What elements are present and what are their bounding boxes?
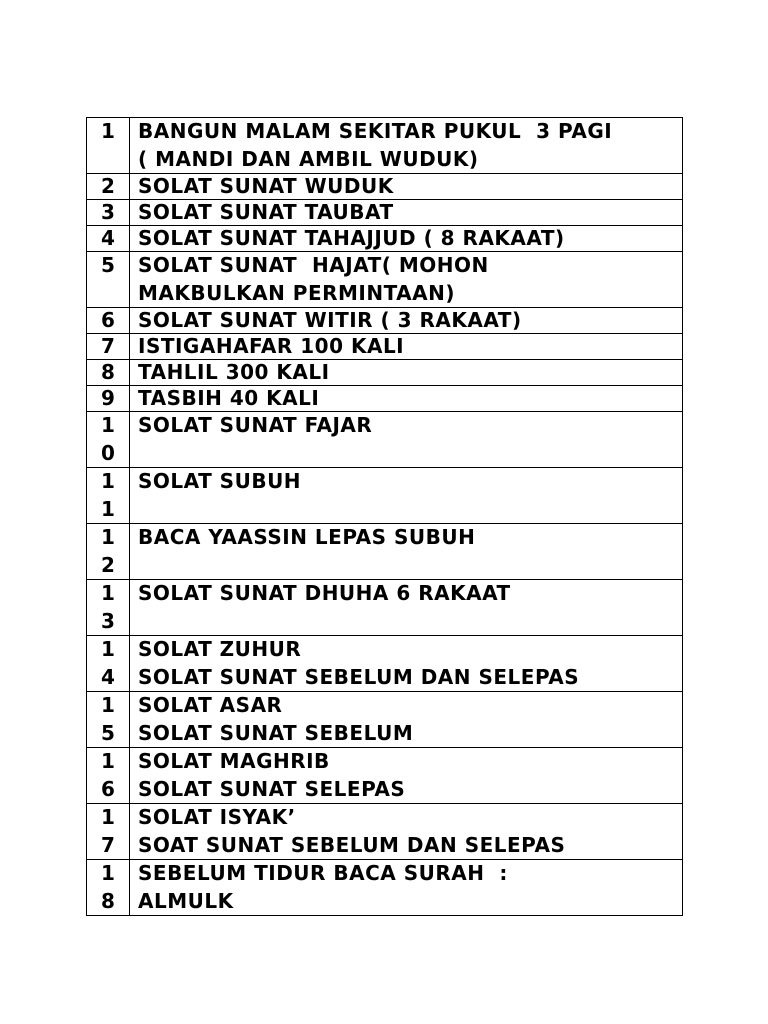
row-text-cell: [130, 252, 683, 308]
row-text-line: SOLAT SUNAT WUDUK: [138, 174, 394, 198]
table-row: [87, 860, 683, 916]
row-number: 10: [101, 413, 116, 465]
row-number-cell: [87, 334, 130, 360]
table-row: [87, 118, 683, 174]
row-number-cell: [87, 636, 130, 692]
row-text-line: SOLAT SUNAT HAJAT( MOHON: [138, 253, 489, 277]
row-text-line: ALMULK: [138, 888, 234, 913]
row-number-cell: [87, 748, 130, 804]
table-row: [87, 692, 683, 748]
table-row: [87, 412, 683, 468]
row-number-cell: [87, 118, 130, 174]
row-text-cell: [130, 308, 683, 334]
row-text-line: SOLAT SUNAT SEBELUM DAN SELEPAS: [138, 664, 580, 689]
row-text-cell: [130, 804, 683, 860]
row-number: 4: [101, 226, 116, 250]
table-row: [87, 804, 683, 860]
row-text-line: SOLAT SUNAT SELEPAS: [138, 776, 406, 801]
row-number-cell: [87, 468, 130, 524]
row-text-line: ISTIGAHAFAR 100 KALI: [138, 334, 405, 358]
row-number-cell: [87, 524, 130, 580]
row-number-cell: [87, 252, 130, 308]
table-row: [87, 334, 683, 360]
row-text-line: SEBELUM TIDUR BACA SURAH :: [138, 861, 508, 885]
row-text-cell: [130, 748, 683, 804]
row-text-cell: [130, 692, 683, 748]
row-text-cell: [130, 386, 683, 412]
row-number-cell: [87, 412, 130, 468]
table-row: [87, 360, 683, 386]
row-text-line: SOLAT ISYAK’: [138, 805, 296, 829]
row-number-cell: [87, 360, 130, 386]
row-text-cell: [130, 636, 683, 692]
row-text-cell: [130, 118, 683, 174]
row-text-line: SOLAT SUNAT DHUHA 6 RAKAAT: [138, 581, 511, 605]
row-text-line: TAHLIL 300 KALI: [138, 360, 330, 384]
row-number-cell: [87, 804, 130, 860]
row-text-line: BACA YAASSIN LEPAS SUBUH: [138, 525, 476, 549]
row-text-cell: [130, 334, 683, 360]
row-number-cell: [87, 580, 130, 636]
row-text-line: SOLAT ASAR: [138, 693, 283, 717]
row-text-line: BANGUN MALAM SEKITAR PUKUL 3 PAGI: [138, 119, 613, 143]
row-number: 8: [101, 360, 116, 384]
row-text-line: SOLAT ZUHUR: [138, 637, 302, 661]
table-row: [87, 200, 683, 226]
table-row: [87, 524, 683, 580]
table-row: [87, 226, 683, 252]
row-text-line: SOLAT SUNAT TAHAJJUD ( 8 RAKAAT): [138, 226, 565, 250]
row-text-cell: [130, 580, 683, 636]
row-text-line: SOLAT SUNAT TAUBAT: [138, 200, 394, 224]
row-number-cell: [87, 386, 130, 412]
row-number-cell: [87, 308, 130, 334]
row-text-cell: [130, 524, 683, 580]
table-row: [87, 174, 683, 200]
table-row: [87, 748, 683, 804]
row-number: 2: [101, 174, 116, 198]
row-number-cell: [87, 200, 130, 226]
row-number: 13: [101, 581, 116, 633]
row-number: 18: [101, 861, 116, 913]
row-number: 17: [101, 805, 116, 857]
row-text-line: SOLAT SUNAT FAJAR: [138, 413, 373, 437]
row-text-cell: [130, 468, 683, 524]
row-text-line: SOLAT SUNAT WITIR ( 3 RAKAAT): [138, 308, 522, 332]
row-text-line: TASBIH 40 KALI: [138, 386, 320, 410]
table-row: [87, 580, 683, 636]
table-row: [87, 386, 683, 412]
row-number: 1: [101, 119, 116, 143]
row-text-line: MAKBULKAN PERMINTAAN): [138, 280, 456, 305]
row-text-line: SOLAT MAGHRIB: [138, 749, 330, 773]
row-number-cell: [87, 174, 130, 200]
row-number: 5: [101, 253, 116, 277]
row-number-cell: [87, 860, 130, 916]
row-number-cell: [87, 692, 130, 748]
row-number: 15: [101, 693, 116, 745]
row-text-cell: [130, 200, 683, 226]
row-number: 7: [101, 334, 116, 358]
row-number: 14: [101, 637, 116, 689]
table-row: [87, 252, 683, 308]
row-number: 16: [101, 749, 116, 801]
row-text-cell: [130, 860, 683, 916]
schedule-table-body: [87, 118, 683, 916]
table-row: [87, 636, 683, 692]
table-row: [87, 308, 683, 334]
row-text-cell: [130, 360, 683, 386]
row-text-line: ( MANDI DAN AMBIL WUDUK): [138, 146, 479, 171]
row-number: 3: [101, 200, 116, 224]
row-text-line: SOLAT SUNAT SEBELUM: [138, 720, 414, 745]
row-text-cell: [130, 174, 683, 200]
row-text-line: SOLAT SUBUH: [138, 469, 302, 493]
table-row: [87, 468, 683, 524]
row-number: 9: [101, 386, 116, 410]
row-number: 6: [101, 308, 116, 332]
row-number-cell: [87, 226, 130, 252]
row-text-cell: [130, 412, 683, 468]
row-text-cell: [130, 226, 683, 252]
row-number: 11: [101, 469, 116, 521]
row-text-line: SOAT SUNAT SEBELUM DAN SELEPAS: [138, 832, 566, 857]
row-number: 12: [101, 525, 116, 577]
schedule-table: [86, 117, 683, 916]
